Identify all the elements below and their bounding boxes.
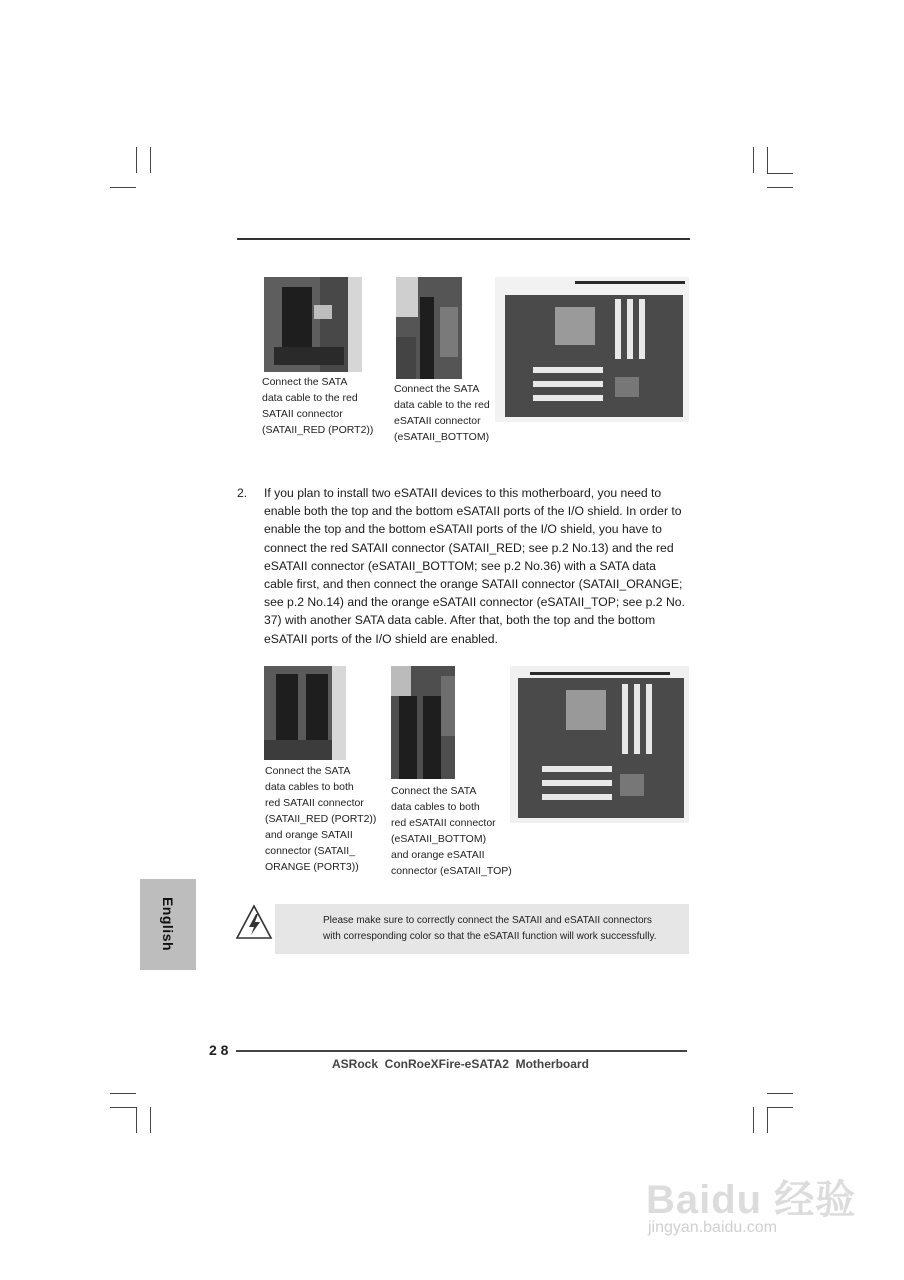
header-rule: [237, 238, 690, 240]
photo-caption: Connect the SATA data cable to the red SATAII connector (SATAII_RED (PORT2)): [262, 376, 374, 436]
language-tab: [140, 879, 196, 970]
crop-mark: [767, 1093, 793, 1094]
sata-connector-photo: [264, 277, 362, 372]
page-number: 2 8: [209, 1042, 229, 1058]
crop-mark: [150, 1107, 151, 1133]
motherboard-photo: [510, 666, 689, 823]
esata-connectors-photo: [391, 666, 455, 779]
footer-title: ASRock ConRoeXFire-eSATA2 Motherboard: [332, 1057, 589, 1071]
crop-mark: [110, 1093, 136, 1094]
motherboard-photo: [495, 277, 689, 422]
crop-mark: [767, 147, 768, 173]
crop-mark: [150, 147, 151, 173]
crop-mark: [136, 1107, 137, 1133]
crop-mark: [753, 147, 754, 173]
crop-mark: [136, 147, 137, 173]
crop-mark: [110, 1107, 136, 1108]
warning-icon: [235, 904, 273, 940]
crop-mark: [767, 187, 793, 188]
footer-rule: [236, 1050, 687, 1052]
step-number: 2.: [237, 486, 248, 500]
step-paragraph: If you plan to install two eSATAII devices to this motherboard, you need to enable both the top and the bottom eSATAII ports of the I/O shield. In order to enable the top and the bottom eSATAII ports of the I/O shield, you have to connect the red SATAII connector (SATAII_RED; see p.2 No.13) and the red eSATAII connector (eSATAII_BOTTOM; see p.2 No.36) with a SATA data cable first, and then connect the orange SATAII connector (SATAII_ORANGE; see p.2 No.14) and the orange eSATAII connector (eSATAII_TOP; see p.2 No. 37) with another SATA data cable. After that, both the top and the bottom eSATAII ports of the I/O shield are enabled.: [264, 486, 685, 646]
warning-text: Please make sure to correctly connect the SATAII and eSATAII connectors with corresponding color so that the eSATAII function will work successfully.: [323, 915, 657, 942]
crop-mark: [767, 1107, 768, 1133]
esata-connector-photo: [396, 277, 462, 379]
watermark-url: jingyan.baidu.com: [648, 1219, 777, 1236]
photo-caption: Connect the SATA data cables to both red eSATAII connector (eSATAII_BOTTOM) and orange eSATAII connector (eSATAII_TOP): [391, 785, 512, 877]
crop-mark: [110, 187, 136, 188]
watermark-logo: Baidu 经验: [646, 1178, 857, 1222]
photo-caption: Connect the SATA data cable to the red eSATAII connector (eSATAII_BOTTOM): [394, 383, 490, 443]
sata-connectors-photo: [264, 666, 346, 760]
photo-caption: Connect the SATA data cables to both red SATAII connector (SATAII_RED (PORT2)) and orange SATAII connector (SATAII_ ORANGE (PORT3)): [265, 765, 377, 873]
crop-mark: [767, 1107, 793, 1108]
language-label: English: [160, 896, 176, 952]
warning-note: [275, 904, 689, 954]
crop-mark: [767, 173, 793, 174]
crop-mark: [753, 1107, 754, 1133]
